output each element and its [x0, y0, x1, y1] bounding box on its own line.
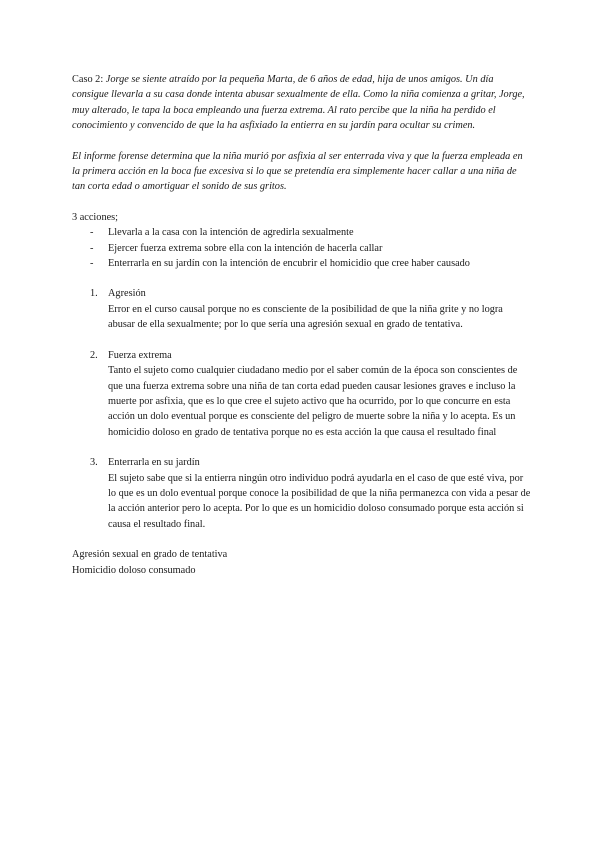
case-statement: Jorge se siente atraído por la pequeña Marta, de 6 años de edad, hija de unos amigos. Un día consigue llevarla a su casa donde intenta abusar sexualmente de ella. Como la niña comienza a gritar, Jorge, muy alterado, le tapa la boca empleando una fuerza extrema. Al rato percibe que la niña ha perdido el conocimiento y convencido de que la ha asfixiado la entierra en su jardín para ocultar su crimen. [72, 74, 525, 132]
analysis-item-agresion [72, 286, 532, 332]
document-body [72, 72, 532, 578]
actions-heading: 3 acciones; [72, 211, 119, 223]
action-text: Llevarla a la casa con la intención de agredirla sexualmente [108, 227, 354, 239]
list-item [72, 256, 532, 271]
analysis-title: Enterrarla en su jardín [108, 457, 200, 469]
analysis-text: El sujeto sabe que si la entierra ningún otro individuo podrá ayudarla en el caso de que esté viva, por lo que es un dolo eventual porque conoce la posibilidad de que la niña permanezca con vida a pesar de la acción anterior pero lo acepta. Por lo que es un homicidio doloso consumado porque esta acción si causa el resultado final. [108, 472, 531, 530]
dash-bullet: - [90, 227, 94, 239]
analysis-title: Agresión [108, 288, 146, 300]
action-text: Enterrarla en su jardín con la intención de encubrir el homicidio que cree haber causado [108, 258, 470, 270]
analysis-number: 3. [90, 457, 98, 469]
action-text: Ejercer fuerza extrema sobre ella con la intención de hacerla callar [108, 242, 383, 254]
analysis-number: 2. [90, 349, 98, 361]
case-paragraph [72, 72, 532, 134]
analysis-text: Tanto el sujeto como cualquier ciudadano medio por el saber común de la época son conscientes de que una fuerza extrema sobre una niña de tan corta edad pueden causar lesiones graves e incluso la muerte por asfixia, que es lo que cree el sujeto activo que ha ocurrido, por lo que concurre en esta acción un dolo eventual porque es consciente del peligro de muerte sobre la niña y lo acepta. Es un homicidio doloso en grado de tentativa porque no es esta acción la que causa el resultado final [108, 365, 518, 438]
list-item [72, 225, 532, 240]
analysis-number: 1. [90, 288, 98, 300]
actions-list [72, 225, 532, 271]
conclusion-line: Homicidio doloso consumado [72, 564, 196, 576]
case-label: Caso 2: [72, 74, 106, 85]
analysis-item-fuerza-extrema [72, 348, 532, 440]
analysis-title: Fuerza extrema [108, 349, 172, 361]
analysis-text: Error en el curso causal porque no es consciente de la posibilidad de que la niña grite y no logra abusar de ella sexualmente; por lo que sería una agresión sexual en grado de tentativa. [108, 303, 503, 331]
dash-bullet: - [90, 258, 94, 270]
list-item [72, 241, 532, 256]
analysis-item-enterrarla [72, 455, 532, 532]
dash-bullet: - [90, 242, 94, 254]
forensic-report-paragraph: El informe forense determina que la niña murió por asfixia al ser enterrada viva y que la fuerza empleada en la primera acción en la boca fue excesiva si lo que se pretendía era simplemente hacer callar a una niña de tan corta edad o amortiguar el sonido de sus gritos. [72, 150, 523, 193]
conclusion-line: Agresión sexual en grado de tentativa [72, 549, 228, 561]
